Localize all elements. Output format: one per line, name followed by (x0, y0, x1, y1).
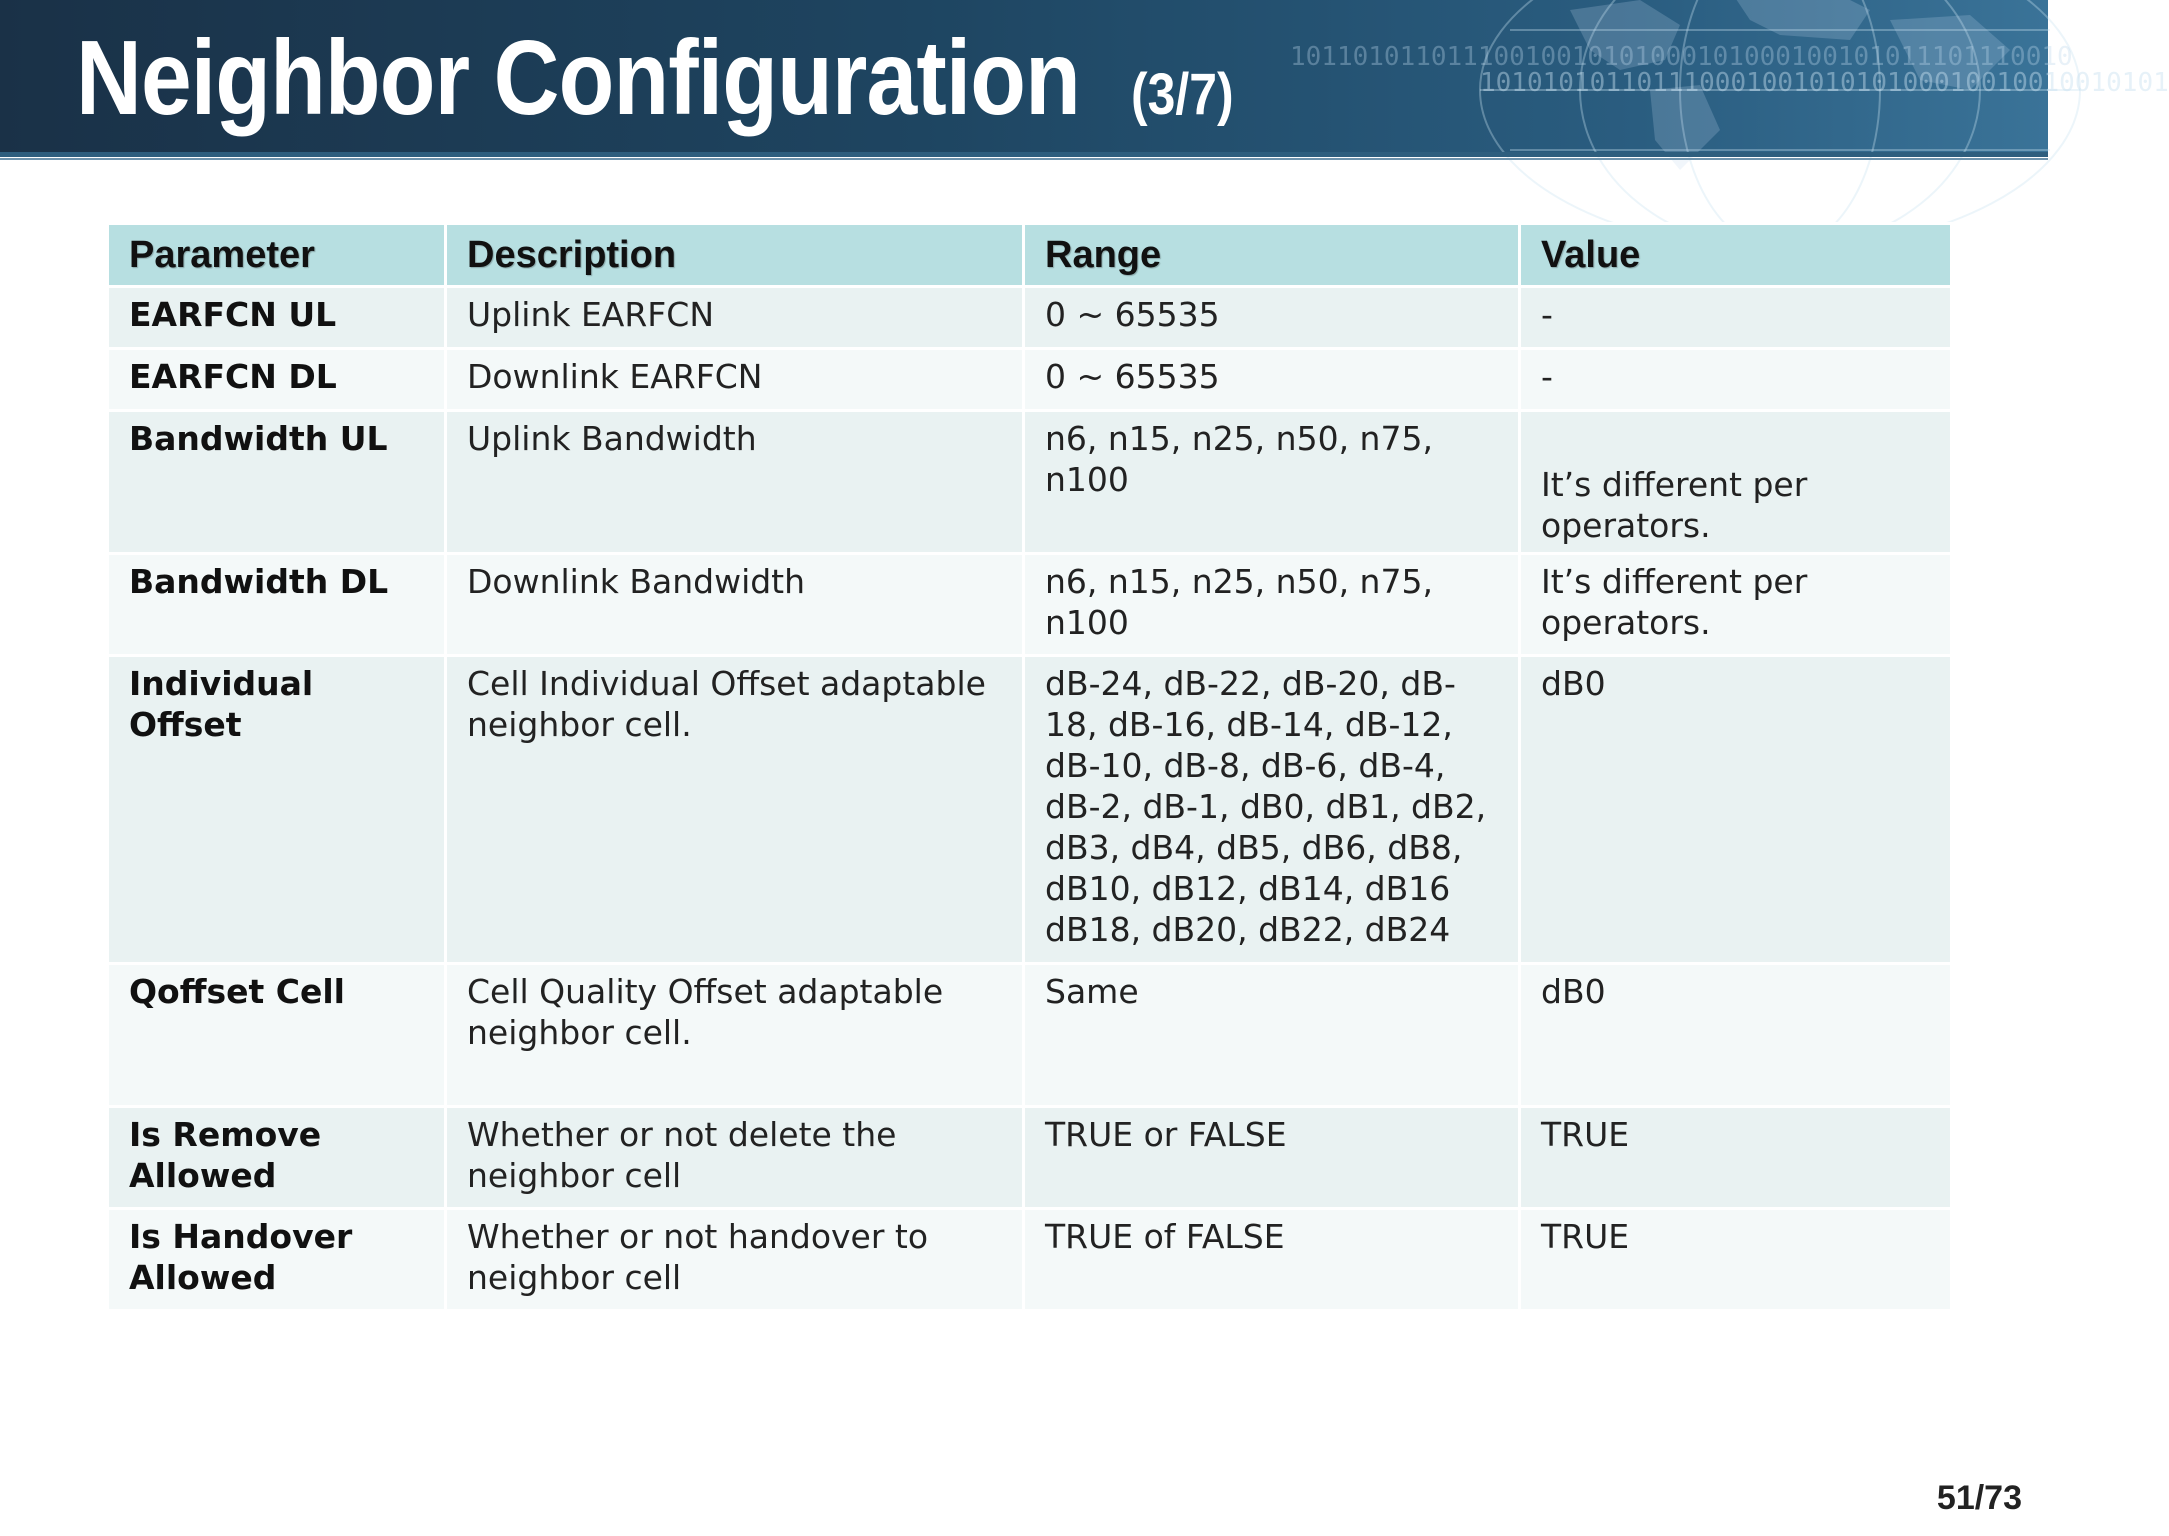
cell-range: TRUE or FALSE (1024, 1107, 1520, 1209)
cell-description: Downlink EARFCN (446, 349, 1024, 411)
table-row (108, 554, 1952, 656)
cell-range: n6, n15, n25, n50, n75, n100 (1024, 411, 1520, 554)
cell-value: TRUE (1520, 1107, 1952, 1209)
header-value: Value (1520, 224, 1952, 287)
header-divider (0, 152, 2048, 157)
slide-header (0, 0, 2169, 152)
table-row (108, 349, 1952, 411)
cell-description: Uplink EARFCN (446, 287, 1024, 349)
parameter-table (106, 222, 1953, 1312)
cell-parameter: Is Handover Allowed (108, 1209, 446, 1311)
cell-parameter: Qoffset Cell (108, 964, 446, 1107)
header-range: Range (1024, 224, 1520, 287)
table-row (108, 1107, 1952, 1209)
cell-range: dB-24, dB-22, dB-20, dB-18, dB-16, dB-14, dB-12, dB-10, dB-8, dB-6, dB-4, dB-2, dB-1, dB0, dB1, dB2, dB3, dB4, dB5, dB6, dB8, dB10, dB12, dB14, dB16 dB18, dB20, dB22, dB24 (1024, 656, 1520, 964)
cell-parameter: Bandwidth DL (108, 554, 446, 656)
cell-parameter: Individual Offset (108, 656, 446, 964)
cell-parameter: EARFCN UL (108, 287, 446, 349)
cell-value: - (1520, 349, 1952, 411)
cell-description: Downlink Bandwidth (446, 554, 1024, 656)
cell-value: dB0 (1520, 964, 1952, 1107)
header-parameter: Parameter (108, 224, 446, 287)
table-row (108, 411, 1952, 554)
header-divider-thin (0, 158, 2048, 160)
cell-description: Whether or not handover to neighbor cell (446, 1209, 1024, 1311)
slide-title (76, 18, 1251, 138)
cell-value: - (1520, 287, 1952, 349)
cell-parameter: EARFCN DL (108, 349, 446, 411)
table-row (108, 656, 1952, 964)
binary-decoration-2: 10101010110111000100101010100010010010010101 (1480, 68, 2169, 98)
cell-value: TRUE (1520, 1209, 1952, 1311)
slide-title-text: Neighbor Configuration (76, 19, 1080, 137)
cell-range: Same (1024, 964, 1520, 1107)
table-header-row (108, 224, 1952, 287)
table-row (108, 1209, 1952, 1311)
cell-parameter: Is Remove Allowed (108, 1107, 446, 1209)
cell-description: Cell Quality Offset adaptable neighbor cell. (446, 964, 1024, 1107)
world-map-graphic (1450, 0, 2090, 200)
cell-value: It’s different per operators. (1520, 411, 1952, 554)
table-row (108, 964, 1952, 1107)
page-number: 51/73 (1936, 1479, 2022, 1517)
cell-range: 0 ~ 65535 (1024, 287, 1520, 349)
cell-description: Cell Individual Offset adaptable neighbor cell. (446, 656, 1024, 964)
slide-title-part: (3/7) (1131, 62, 1234, 127)
header-description: Description (446, 224, 1024, 287)
cell-range: 0 ~ 65535 (1024, 349, 1520, 411)
table-row (108, 287, 1952, 349)
cell-parameter: Bandwidth UL (108, 411, 446, 554)
cell-description: Whether or not delete the neighbor cell (446, 1107, 1024, 1209)
cell-description: Uplink Bandwidth (446, 411, 1024, 554)
cell-range: n6, n15, n25, n50, n75, n100 (1024, 554, 1520, 656)
cell-range: TRUE of FALSE (1024, 1209, 1520, 1311)
cell-value: It’s different per operators. (1520, 554, 1952, 656)
cell-value: dB0 (1520, 656, 1952, 964)
binary-decoration-1: 10110101101110010010101000101000100101011101110010 (1290, 42, 2073, 72)
